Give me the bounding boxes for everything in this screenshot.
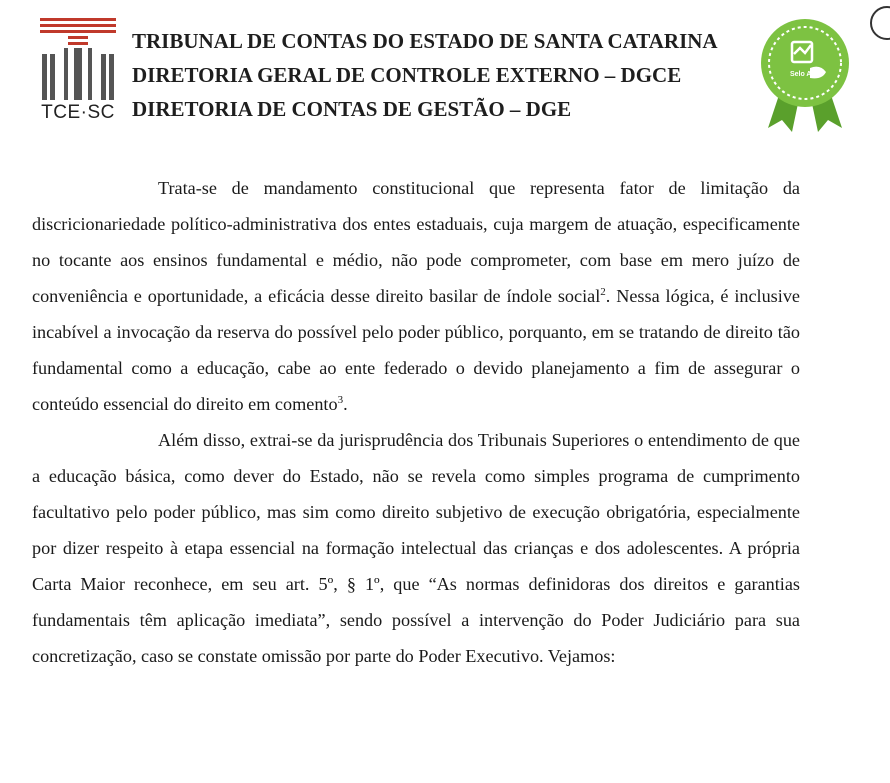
paragraph-1-text-b: . Nessa lógica, é inclusive incabível a invocação da reserva do possível pelo poder público, porquanto, em se tratando de direito tão fundamental como a educação, cabe ao ente federado o devido planejamento a fim de assegurar o conteúdo essencial do direito em comento bbox=[32, 286, 800, 414]
a3p-seal-badge bbox=[752, 16, 858, 134]
corner-circle-icon bbox=[870, 6, 890, 40]
seal-label: Selo A3P bbox=[789, 71, 821, 78]
header-line-dgce: DIRETORIA GERAL DE CONTROLE EXTERNO – DGCE bbox=[132, 63, 682, 87]
paragraph-1-text-c: . bbox=[343, 394, 348, 414]
logo-text: TCE·SC bbox=[41, 102, 115, 123]
seal-icon bbox=[752, 16, 858, 134]
paragraph-1-text-a: Trata-se de mandamento constitucional que representa fator de limitação da discricionariedade político-administrativa dos entes estaduais, cuja margem de atuação, especificamente no tocante aos ensinos fundamental e médio, não pode comprometer, com base em mero juízo de conveniência e oportunidade, a eficácia desse direito basilar de índole social bbox=[32, 178, 800, 306]
footnote-ref-3[interactable]: 3 bbox=[337, 393, 344, 406]
paragraph-2: Além disso, extrai-se da jurisprudência dos Tribunais Superiores o entendimento de que a educação básica, como dever do Estado, não se revela como simples programa de cumprimento facultativo pelo poder público, mas sim como direito subjetivo de execução obrigatória, especialmente por dizer respeito à etapa essencial na formação intelectual das crianças e dos adolescentes. A própria Carta Maior reconhece, em seu art. 5º, § 1º, que “As normas definidoras dos direitos e garantias fundamentais têm aplicação imediata”, sendo possível a intervenção do Poder Judiciário para sua concretização, caso se constate omissão por parte do Poder Executivo. Vejamos: bbox=[32, 430, 800, 666]
tce-sc-logo bbox=[38, 18, 118, 124]
header-line-dge: DIRETORIA DE CONTAS DE GESTÃO – DGE bbox=[132, 97, 572, 121]
document-body bbox=[32, 170, 800, 674]
footnote-ref-2[interactable]: 2 bbox=[600, 285, 606, 298]
tce-sc-logo-mark bbox=[38, 18, 118, 102]
document-header bbox=[132, 24, 718, 126]
paragraph-1 bbox=[32, 170, 800, 422]
header-line-tribunal: TRIBUNAL DE CONTAS DO ESTADO DE SANTA CATARINA bbox=[132, 29, 718, 53]
